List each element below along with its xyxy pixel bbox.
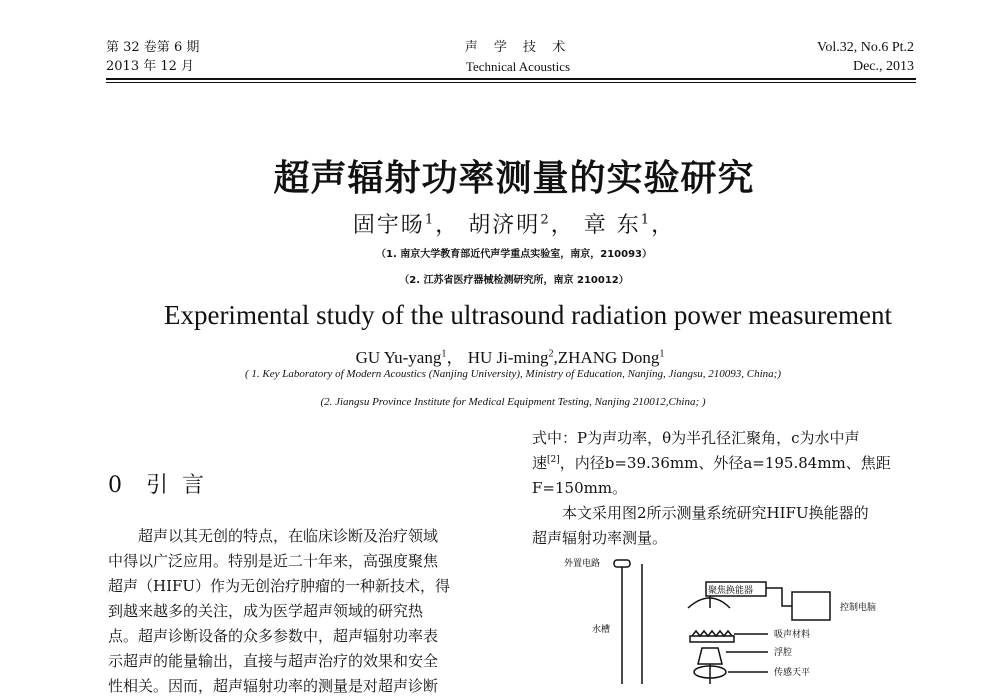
- affiliation-cn-1: （1. 南京大学教育部近代声学重点实验室，南京，210093）: [376, 249, 652, 260]
- affiliation-en-2: (2. Jiangsu Province Institute for Medical Equipment Testing, Nanjing 210012,China; ): [320, 396, 706, 408]
- author-name: 固宇旸: [352, 213, 425, 238]
- author-list-cn: [0, 208, 1000, 239]
- volume-issue: 第 32 卷第 6 期: [106, 40, 200, 55]
- author-name-en: ZHANG Dong: [557, 348, 660, 367]
- journal-name-cn: 声 学 技 术: [464, 40, 572, 55]
- control-pc-box: [792, 592, 830, 620]
- label-outer-circuit: 外置电路: [564, 559, 601, 569]
- journal-volume: [106, 38, 199, 76]
- text-span: 速: [532, 454, 548, 472]
- author-name-en: GU Yu-yang: [355, 348, 442, 367]
- text-line: 中得以广泛应用。特别是近二十年来，高强度聚焦: [108, 552, 439, 570]
- author-separator: ，: [446, 348, 464, 367]
- right-column-text: [532, 426, 922, 551]
- affiliation-cn-2: （2. 江苏省医疗器械检测研究所，南京 210012）: [399, 275, 629, 286]
- text-line: 超声辐射功率测量。: [532, 529, 668, 547]
- affiliation-mark: 2: [540, 212, 551, 228]
- outer-circuit-shape: [614, 560, 630, 567]
- affiliation-mark: 1: [441, 348, 447, 360]
- author-name: 胡济明: [468, 213, 541, 238]
- text-line: 超声（HIFU）作为无创治疗肿瘤的一种新技术，得: [108, 577, 451, 595]
- text-line: F=150mm。: [532, 479, 628, 497]
- author-separator: ,: [553, 348, 558, 367]
- section-heading: [108, 468, 218, 499]
- text-span: ，内径b=39.36mm、外径a=195.84mm、焦距: [559, 454, 891, 472]
- label-absorber: 吸声材料: [774, 630, 811, 640]
- affiliation-mark: 2: [548, 348, 554, 360]
- affiliation-en-1: ( 1. Key Laboratory of Modern Acoustics (Nanjing University), Ministry of Education, Nanjing, Jiangsu, 210093, China;): [244, 368, 781, 380]
- text-line: 点。超声诊断设备的众多参数中，超声辐射功率表: [108, 627, 439, 645]
- label-balance: 传感天平: [774, 668, 811, 678]
- paper-title-cn: 超声辐射功率测量的实验研究: [273, 158, 755, 199]
- volume-issue-en: Vol.32, No.6 Pt.2: [817, 40, 914, 55]
- float-shape: [698, 648, 722, 664]
- label-control-pc: 控制电脑: [840, 603, 877, 613]
- text-line: 示超声的能量输出，直接与超声治疗的效果和安全: [108, 652, 439, 670]
- issue-date: 2013 年 12 月: [106, 59, 195, 74]
- journal-name: [400, 38, 636, 76]
- focused-transducer-shape: [688, 598, 730, 608]
- label-float: 浮腔: [774, 648, 793, 658]
- cable-line: [766, 588, 792, 606]
- author-separator: ，: [651, 213, 676, 238]
- header-rule-thick: [106, 78, 916, 80]
- author-separator: ，: [435, 213, 460, 238]
- journal-volume-en: [817, 38, 914, 76]
- citation-ref: [2]: [547, 455, 560, 465]
- affiliation-mark: 1: [659, 348, 665, 360]
- intro-paragraph: [108, 524, 498, 699]
- author-name-en: HU Ji-ming: [467, 348, 549, 367]
- absorber-base: [690, 636, 734, 642]
- paper-title-en: Experimental study of the ultrasound radiation power measurement: [163, 300, 893, 330]
- journal-name-en: Technical Acoustics: [465, 59, 571, 74]
- label-water-tank: 水槽: [592, 625, 611, 635]
- text-line: 到越来越多的关注，成为医学超声领域的研究热: [108, 602, 424, 620]
- measurement-system-diagram: [530, 548, 930, 684]
- affiliation-mark: 1: [640, 212, 652, 228]
- header-rule-thin: [106, 82, 916, 83]
- section-number: 0: [108, 473, 136, 498]
- text-line: 超声以其无创的特点，在临床诊断及治疗领域: [138, 527, 439, 545]
- author-name: 章 东: [583, 213, 641, 238]
- text-line: 性相关。因而，超声辐射功率的测量是对超声诊断: [108, 677, 439, 695]
- issue-date-en: Dec., 2013: [852, 59, 914, 74]
- affiliation-mark: 1: [424, 212, 436, 228]
- text-line: 式中：P为声功率，θ为半孔径汇聚角，c为水中声: [532, 429, 860, 447]
- author-separator: ，: [550, 213, 575, 238]
- label-focused-transducer: 聚焦换能器: [708, 586, 754, 596]
- author-list-en: [0, 343, 1000, 368]
- text-line: [532, 451, 922, 476]
- section-title: 引言: [146, 473, 219, 498]
- text-line: 本文采用图2所示测量系统研究HIFU换能器的: [562, 504, 869, 522]
